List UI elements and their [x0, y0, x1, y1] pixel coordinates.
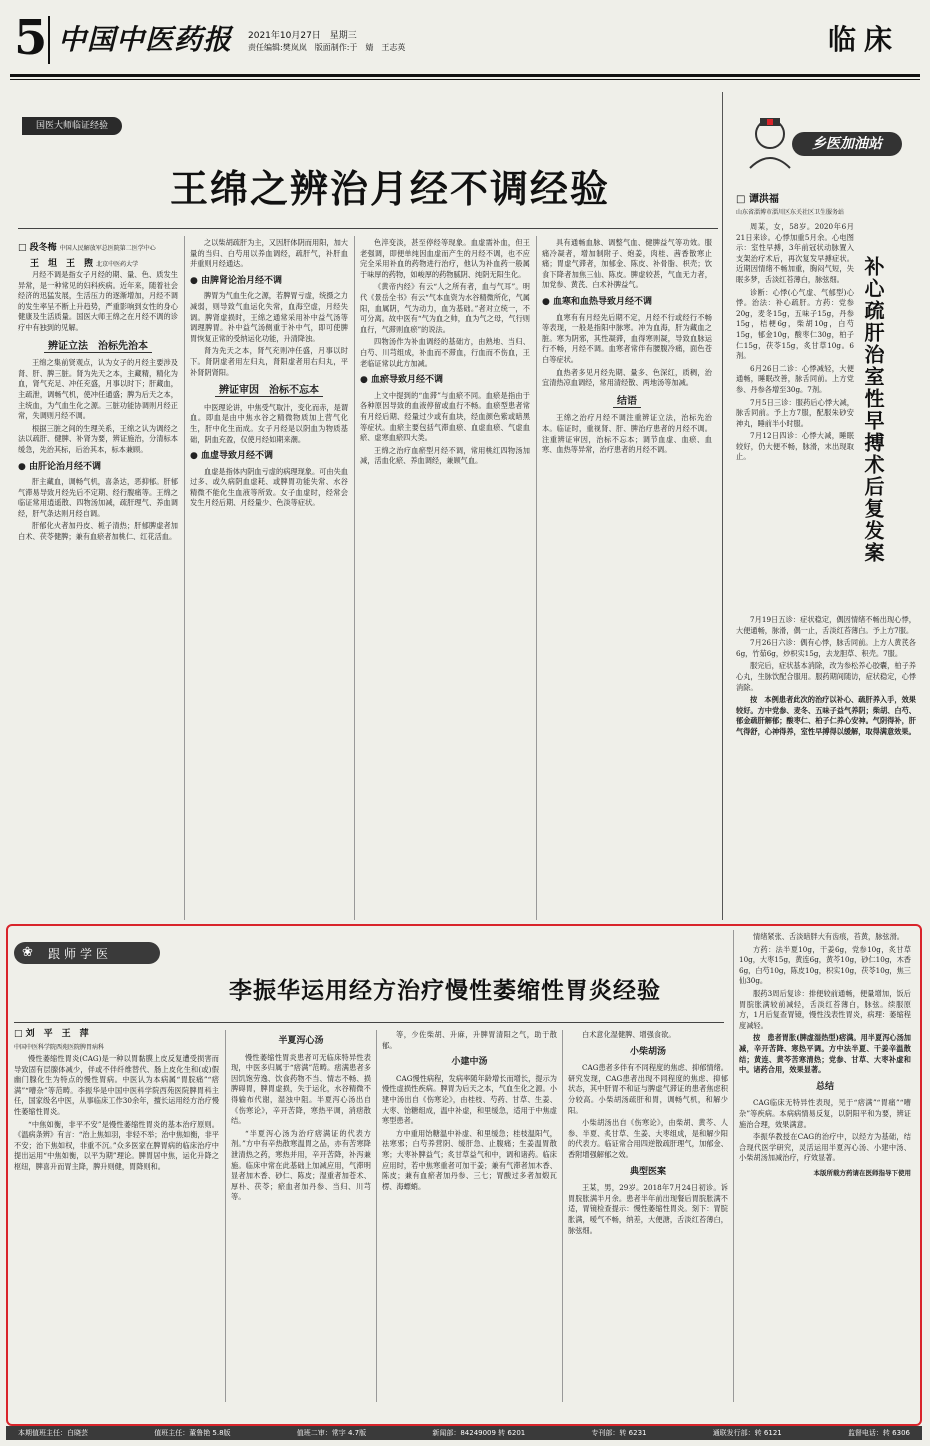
divider [184, 236, 185, 920]
a2-col5c-paragraph: 按 患者胃胀(脾虚湿热型)痞满。用半夏泻心汤加减，辛开苦降、寒热平调。方中法半夏、干姜辛温散结；黄连、黄芩苦寒清热；党参、甘草、大枣补虚和中。诸药合用，效果显著。 [739, 1033, 911, 1075]
a2-col5-paragraph: 情绪紧张、舌淡暗胖大有齿痕，苔黄，脉弦滑。 [753, 932, 904, 941]
intro-paragraph: 月经不调是指女子月经的期、量、色、质发生异常，是一种常见的妇科疾病。近年来，随着社会经济的迅猛发展，生活压力的逐渐增加，月经不调的发生率呈不断上升趋势，严重影响到女性的身心健康及生活质量。国医大师王绵之在月经不调的诊疗中有独到的见解。 [18, 270, 178, 332]
a2-heading-h2: 小建中汤 [451, 1057, 488, 1068]
article2-col1: 慢性萎缩性胃炎(CAG)是一种以胃黏膜上皮反复遭受损害而导致固有层腺体减少，伴或不伴纤维替代、肠上皮化生和(或)假幽门腺化生为特点的慢性胃病。中医认为本病属“胃脘痛”“痞满”“嘈杂”等范畴。李振华是中国中医科学院西苑医院脾胃科主任，国家级名中医，从事临床工作30余年，擅长运用经方治疗慢性萎缩性胃炎。 “中焦如衡，非平不安”是慢性萎缩性胃炎的基本治疗原则。《温病条辨》有言：“治上焦如羽，非轻不举；治中焦如衡，非平不安；治下焦如权，非重不沉。”众多医家在脾胃病的临床治疗中提出运用“中焦如衡，以平为期”理论。脾胃居中焦，运化升降之枢纽，脾喜升而胃主降，脾升则健，胃降则和。 [14, 1054, 219, 1171]
col3-paragraph: 色淬变淡，甚至停经等现象。血虚需补血，但王老强调，即便单纯因血虚而产生的月经不调，也不应完全采用补血的药物进行治疗，他认为补血药一般属于味厚的药物，如峻厚的药物腻阴、纯阴无阳生化。 [360, 238, 530, 279]
article1-col3: 色淬变淡，甚至停经等现象。血虚需补血，但王老强调，即便单纯因血虚而产生的月经不调，也不应完全采用补血的药物进行治疗，他认为补血药一般属于味厚的药物，如峻厚的药物腻阴、纯阴无阳生化。 《黄帝内经》有云“人之所有者，血与气耳”。明代《景岳全书》有云“气本血资为水谷精微所化，气属阳，血属阴，气为动力，血为基础。”者对立统一，不可分离。故中医有“气为血之帅，血为气之母，气行则血行，气滞则血瘀”的说法。 四物汤作为补血调经的基础方，由熟地、当归、白芍、川芎组成，补血而不滞血，行血而不伤血，王老临证常以此方加减。 ● 血瘀导致月经不调 上文中提到的“血滞”与血瘀不同。血瘀是指由于各种原因导致的血液停留或血行不畅。血瘀型患者常有月经后期、经量过少或有血块，经血颜色紫或暗黑等症状。血瘀主要包括气滞血瘀、血虚血瘀、气虚血瘀、虚寒血瘀四大类。 王绵之治疗血瘀型月经不调，常用桃红四物汤加减，活血化瘀、养血调经，兼顾气血。 [360, 238, 530, 466]
masthead-rule-thin [10, 79, 920, 80]
a2-col4c-paragraph: 王某，男，29岁。2018年7月24日初诊。诉胃脘胀满半月余。患者半年前出现餐后胃脘胀满不适，胃镜检查提示：慢性萎缩性胃炎。刻下：胃脘胀满，嗳气不畅，纳差，大便溏，舌淡红苔薄白，脉弦细。 [568, 1183, 728, 1235]
col2-paragraph: 之以柴胡疏肝为主，又因肝体阴而用阳，加大量的当归、白芍用以养血调经，疏肝气，补肝血并重则月经通达。 [190, 238, 348, 269]
sidebar-affiliation: 山东省淄博市淄川区东关社区卫生服务站 [736, 209, 845, 216]
article2-col3: 等，少佐柴胡、升麻，升脾胃清阳之气，助于散郁。 小建中汤 CAG慢性病程，发病率随年龄增长而增长，提示为慢性虚损性疾病。脾胃为后天之本，气血生化之源。小建中汤出自《伤寒论》，由桂枝、芍药、甘草、生姜、大枣、饴糖组成，温中补虚，和里缓急，适用于中焦虚寒型患者。 方中重用饴糖温中补虚、和里缓急；桂枝温阳气，祛寒邪；白芍养营阴、缓肝急、止腹痛；生姜温胃散寒；大枣补脾益气；炙甘草益气和中，调和诸药。临床应用时，若中焦寒重者可加干姜；兼有气滞者加木香、陈皮；兼有血瘀者加丹参、三七；胃酸过多者加煅瓦楞、海螵蛸。 [382, 1030, 557, 1191]
column-tag-2 [14, 942, 160, 964]
footer-item: 值班二审：常宇 4.7版 [296, 1429, 367, 1437]
heading-h2: ● 由肝论治月经不调 [18, 461, 101, 472]
col4-paragraph: 具有通畅血脉、调整气血、健脾益气等功效。服痛冷凝者，增加制附子、炮姜，肉桂、茜香散寒止痛；胃虚气滞者，加郁金、陈皮、补骨脂、枳壳；饮食下降者加焦三仙、陈皮。脾虚较甚，气血无力者，加党参、黄芪、白术补脾益气。 [542, 238, 712, 290]
a2-heading-h5: 总结 [815, 1081, 834, 1092]
divider [733, 930, 734, 1402]
divider [536, 236, 537, 920]
a2-col2-paragraph: 慢性萎缩性胃炎患者可无临床特异性表现，中医多归属于“痞满”范畴。痞满患者多因饥饱劳逸、饮食药物不当、情志不畅、损脾碍胃，脾胃虚损，失于运化，水谷精微不得输布代谢，湿浊中阻。半夏泻心汤出自《伤寒论》，辛开苦降，寒热平调，消痞散结。 [231, 1052, 371, 1126]
article1-title-rule [18, 228, 718, 229]
leaf-icon: ❀ [22, 945, 33, 960]
col3b-paragraph: 《黄帝内经》有云“人之所有者，血与气耳”。明代《景岳全书》有云“气本血资为水谷精微所化，气属阳，血属阴，气为动力，血为基础。”者对立统一，不可分离。故中医有“气为血之帅，血为气之母，气行则血行，气滞则血瘀”的说法。 [360, 282, 530, 334]
article2-col5: 情绪紧张、舌淡暗胖大有齿痕，苔黄，脉弦滑。 方药：法半夏10g，干姜6g，党参10g，炙甘草10g，大枣15g，黄连6g，黄芩10g，砂仁10g，木香6g，白芍10g，陈皮10g，枳实10g，茯苓10g，焦三仙30g。 服药3周后复诊：排便较前通畅，便量增加，饭后胃脘胀满较前减轻，舌淡红苔薄白，脉弦。续服原方，1月后复查胃镜，慢性浅表性胃炎，病理：萎缩程度减轻。 按 患者胃胀(脾虚湿热型)痞满。用半夏泻心汤加减，辛开苦降、寒热平调。方中法半夏、干姜辛温散结；黄连、黄芩苦寒清热；党参、甘草、大枣补虚和中。诸药合用，效果显著。 总结 CAG临床无特异性表现，见于“痞满”“胃痛”“嘈杂”等疾病。本病病情易反复，以阴阳平和为要，辨证施治合理，效果满意。 李振华教授在CAG的治疗中，以经方为基础，结合现代医学研究，灵活运用半夏泻心汤、小建中汤、小柴胡汤加减治疗，疗效显著。 本版所载方药请在医师指导下使用 [739, 932, 911, 1177]
col1b-paragraph: 肝主藏血，调畅气机，喜条达，恶抑郁。肝郁气滞易导致月经先后不定期、经行腹痛等。王绵之临证常用逍遥散、四物汤加减，疏肝理气、养血调经，肝气条达则月经自调。 [18, 477, 178, 518]
a2-col5d-paragraph: CAG临床无特异性表现，见于“痞满”“胃痛”“嘈杂”等疾病。本病病情易反复，以阴阳平和为要，辨证施治合理，效果满意。 [739, 1098, 911, 1129]
col3c-paragraph: 上文中提到的“血滞”与血瘀不同。血瘀是指由于各种原因导致的血液停留或血行不畅。血瘀型患者常有月经后期、经量过少或有血块，经血颜色紫或暗黑等症状。血瘀主要包括气滞血瘀、血虚血瘀、气虚血瘀、虚寒血瘀四大类。 [360, 390, 530, 443]
a2-col1-paragraph: 慢性萎缩性胃炎(CAG)是一种以胃黏膜上皮反复遭受损害而导致固有层腺体减少，伴或不伴纤维替代、肠上皮化生和(或)假幽门腺化生为特点的慢性胃病。中医认为本病属“胃脘痛”“痞满”“嘈杂”等范畴。李振华是中国中医科学院西苑医院脾胃科主任，国家级名中医，从事临床工作30余年，擅长运用经方治疗慢性萎缩性胃炎。 [14, 1054, 219, 1116]
sidebar-author: □ 谭洪福 山东省淄博市淄川区东关社区卫生服务站 [736, 190, 916, 216]
footer-item: 专刊部：转 6231 [591, 1429, 647, 1437]
article1-col1: 月经不调是指女子月经的期、量、色、质发生异常，是一种常见的妇科疾病。近年来，随着社会经济的迅猛发展，生活压力的逐渐增加，月经不调的发生率呈不断上升趋势，严重影响到女性的身心健康及生活质量。国医大师王绵之在月经不调的诊疗中有独到的见解。 辨证立法 治标先治本 王绵之集前贤观点，认为女子的月经主要涉及肾、肝、脾三脏。肾为先天之本，主藏精，精化为血，肾气充足、冲任充盛，月事以时下；肝藏血，主疏泄，调畅气机，使冲任通盛；脾为后天之本，主统血，为气血生化之源。三脏功能协调则月经正常，失调则月经不调。 根据三脏之间的生理关系，王绵之认为调经之法以疏肝、健脾、补肾为要，辨证施治，分清标本缓急，先治其标，后治其本，标本兼顾。 ● 由肝论治月经不调 肝主藏血，调畅气机，喜条达，恶抑郁。肝郁气滞易导致月经先后不定期、经行腹痛等。王绵之临证常用逍遥散、四物汤加减，疏肝理气、养血调经，肝气条达则月经自调。 肝郁化火者加丹皮、栀子清热；肝郁脾虚者加白术、茯苓健脾；兼有血瘀者加桃仁、红花活血。 [18, 270, 178, 542]
signature: 本版所载方药请在医师指导下使用 [813, 1168, 911, 1177]
heading-h7: ● 血寒和血热导致月经不调 [542, 296, 652, 307]
article2-title: 李振华运用经方治疗慢性萎缩性胃炎经验 [229, 977, 661, 1004]
doctor-icon [740, 110, 800, 170]
sidebar-body: 周某，女，58岁。2020年6月21日来诊。心悸加重5月余。心电图示：室性早搏，3年前冠状动脉置入支架治疗术后，再次复发早搏症状。近期因情绪不畅加重，胸闷气短，失眠多梦，舌淡红苔薄白，脉弦细。 诊断：心悸(心气虚、气郁型)心悸。治法：补心疏肝。方药：党参20g，麦冬15g，五味子15g，丹参15g，桔梗6g，柴胡10g，白芍15g，郁金10g，酸枣仁30g，柏子仁15g，茯苓15g，炙甘草10g。6剂。 6月26日二诊：心悸减轻，大便通畅，睡眠改善，脉舌同前。上方党参、丹参各增至30g。7剂。 7月5日三诊：服药后心悸大减，脉舌同前。予上方7服，配服朱砂安神丸，睡前半小时服。 7月12日四诊：心悸大减，睡眠较好，仍大便不畅，脉滑，末出现取止。 [736, 222, 854, 462]
article2-authors: 刘 平 王 萍 [25, 1029, 89, 1039]
heading-h5: ● 血虚导致月经不调 [190, 451, 273, 462]
footer-item: 监督电话：转 6306 [847, 1429, 910, 1437]
sidebar-body-lower: 7月19日五诊：症状稳定，偶因情绪不畅出现心悸，大便通畅，脉滑，偶一止，舌淡红苔薄白。予上方7服。 7月26日六诊：偶有心悸，脉舌同前。上方人黄芪各6g，竹茹6g，炒枳实15g，去龙胆草、积壳。7服。 服完后，症状基本消除，改为参松养心胶囊，柏子养心丸，生脉饮配合服用。服药期间随访，症状稳定，心悸消除。 按 本例患者此次的治疗以补心、疏肝养入手，效果较好。方中党参、麦冬、五味子益气养阴；柴胡、白芍、郁金疏肝解郁；酸枣仁、柏子仁养心安神。气阴得补，肝气得舒，心神得养，室性早搏得以缓解，取得满意效果。 [736, 615, 916, 736]
article1-byline: □ 段冬梅 中国人民解放军总医院第二医学中心 王 坦 王 煦 北京中医药大学 [18, 243, 156, 269]
col2c-paragraph: 中医理论讲，中焦受气取汁，变化而赤，是谓血。即血是由中焦水谷之精微物质加上营气化生，肝中化生而成。女子月经是以阴血为物质基础，阴血充盈，仅使月经如期来潮。 [190, 402, 348, 444]
a2-heading-h4: 典型医案 [629, 1166, 666, 1177]
page-number-rule [48, 16, 50, 64]
masthead [8, 10, 922, 70]
article2-col2: 半夏泻心汤 慢性萎缩性胃炎患者可无临床特异性表现，中医多归属于“痞满”范畴。痞满患者多因饥饱劳逸、饮食药物不当、情志不畅、损脾碍胃，脾胃虚损，失于运化，水谷精微不得输布代谢，湿浊中阻。半夏泻心汤出自《伤寒论》，辛开苦降，寒热平调，消痞散结。 “半夏泻心汤为治疗痞满证的代表方剂。”方中有辛热散寒温胃之品，亦有苦寒降泄清热之药，寒热并用，辛开苦降，补泻兼施。临床中常在此基础上加减应用，气滞明显者加木香、砂仁、陈皮；湿重者加苍术、厚朴、茯苓；瘀血者加丹参、当归、川芎等。 [231, 1036, 371, 1202]
author-2: 王 坦 王 煦 [30, 259, 94, 269]
heading-h6: ● 血瘀导致月经不调 [360, 375, 443, 386]
article1-title: 王绵之辨治月经不调经验 [169, 167, 610, 211]
footer-item: 值班主任：董鲁艳 5.8版 [154, 1429, 231, 1437]
footer-item: 本期值班主任：白晓芸 [18, 1429, 88, 1437]
page-number: 5 [14, 10, 48, 66]
paper-name: 中国中医药报 [58, 23, 233, 56]
column-tag-1-text: 国医大师临证经验 [35, 121, 108, 131]
article2-title-rule [14, 1022, 724, 1023]
editors-line: 责任编辑:樊岚岚 版面制作:于 婧 王志英 [248, 43, 406, 52]
sidebar-vertical-title: 补心疏肝治室性早搏术后复发案 [861, 256, 885, 564]
section-title: 临床 [827, 23, 900, 56]
col2b-paragraph: 脾胃为气血生化之源，若脾胃亏虚，统摄之力减弱，则导致气血运化失常，血海空虚，月经失调。脾肾虚损时，王绵之通常采用补中益气汤等调理脾胃。补中益气汤侧重于补中气，即可使脾胃恢复正常的受纳运化功能，升清降浊。 [190, 291, 348, 343]
a2-col4-paragraph: 白术意化湿健脾、增强食欲。 [582, 1030, 676, 1039]
article2-byline: □ 刘 平 王 萍 中国中医科学院西苑医院脾胃病科 [14, 1026, 219, 1051]
divider [354, 236, 355, 920]
a2-heading-h3: 小柴胡汤 [629, 1046, 666, 1057]
column-tag-1 [22, 117, 122, 135]
heading-h3: ● 由脾肾论治月经不调 [190, 275, 282, 286]
sidebar-body-paragraph: 周某，女，58岁。2020年6月21日来诊。心悸加重5月余。心电图示：室性早搏，3年前冠状动脉置入支架治疗术后，再次复发早搏症状。近期因情绪不畅加重，胸闷气短，失眠多梦，舌淡红苔薄白，脉弦细。 [736, 222, 854, 284]
a2-col5b-paragraph: 方药：法半夏10g，干姜6g，党参10g，炙甘草10g，大枣15g，黄连6g，黄芩10g，砂仁10g，木香6g，白芍10g，陈皮10g，枳实10g，茯苓10g，焦三仙30g。 [739, 944, 911, 986]
a2-col3-paragraph: 等，少佐柴胡、升麻，升脾胃清阳之气，助于散郁。 [382, 1030, 557, 1050]
divider [376, 1030, 377, 1402]
sidebar-divider [722, 92, 723, 920]
sidebar-logo-text: 乡医加油站 [792, 132, 902, 156]
footer-item: 新闻部：84249009 转 6201 [432, 1429, 526, 1437]
date-line: 2021年10月27日 星期三 [248, 31, 357, 41]
divider [562, 1030, 563, 1402]
heading-h8: 结语 [542, 397, 712, 408]
article1-col2: 之以柴胡疏肝为主，又因肝体阴而用阳，加大量的当归、白芍用以养血调经，疏肝气，补肝血并重则月经通达。 ● 由脾肾论治月经不调 脾胃为气血生化之源，若脾胃亏虚，统摄之力减弱，则导致气血运化失常，血海空虚，月经失调。脾肾虚损时，王绵之通常采用补中益气汤等调理脾胃。补中益气汤侧重于补中气，即可使脾胃恢复正常的受纳运化功能，升清降浊。 肾为先天之本，肾气充则冲任盛，月事以时下。肾阴虚者用左归丸，肾阳虚者用右归丸，平补肾阴肾阳。 辨证审因 治标不忘本 中医理论讲，中焦受气取汁，变化而赤，是谓血。即血是由中焦水谷之精微物质加上营气化生，肝中化生而成。女子月经是以阴血为物质基础，阴血充盈，仅使月经如期来潮。 ● 血虚导致月经不调 血虚是指体内阴血亏虚的病理现象。可由失血过多、或久病阴血虚耗、或脾胃功能失常、水谷精微不能化生血液等所致。女子血虚时，经常会发生月经后期、月经量少、色淡等症状。 [190, 238, 348, 508]
footer-bar [6, 1426, 922, 1440]
column-tag-2-text: 跟师学医 [48, 947, 113, 961]
sidebar-note: 按 本例患者此次的治疗以补心、疏肝养入手，效果较好。方中党参、麦冬、五味子益气养阴；柴胡、白芍、郁金疏肝解郁；酸枣仁、柏子仁养心安神。气阴得补，肝气得舒，心神得养，室性早搏得以缓解，取得满意效果。 [736, 695, 916, 736]
sidebar-logo [740, 110, 910, 172]
a2-col4b-paragraph: CAG患者多伴有不同程度的焦虑、抑郁情绪。研究发现，CAG患者出现不同程度的焦虑、抑郁状态，其中肝胃不和证与脾虚气滞证的患者焦虑积分较高。小柴胡汤疏肝和胃，调畅气机，和解少阳。 [568, 1063, 728, 1115]
affiliation-2: 北京中医药大学 [96, 261, 139, 268]
col4c-paragraph: 王绵之治疗月经不调注重辨证立法，治标先治本。临证时，重视肾、肝、脾治疗患者的月经不调。注重辨证审因，治标不忘本；调节血虚、血瘀、血寒、血热等异常，治疗患者的月经不调。 [542, 413, 712, 455]
col1-paragraph: 王绵之集前贤观点，认为女子的月经主要涉及肾、肝、脾三脏。肾为先天之本，主藏精，精化为血，肾气充足、冲任充盛，月事以时下；肝藏血，主疏泄，调畅气机，使冲任通盛；脾为后天之本，主统血，为气血生化之源。三脏功能协调则月经正常，失调则月经不调。 [18, 358, 178, 421]
article2-affiliation: 中国中医科学院西苑医院脾胃病科 [14, 1044, 105, 1051]
footer-item: 通联发行部：转 6121 [712, 1429, 782, 1437]
heading-h1: 辨证立法 治标先治本 [18, 342, 178, 353]
col4b-paragraph: 血寒有有月经先后期不定，月经不行或经行不畅等表现，一般是指阳中脉寒。冲为血海，肝为藏血之脏。寒为阴邪，其性凝滞，血得寒则凝，导致血脉运行不畅，月经不调。血寒者常伴有腰腹冷痛，面色苍白等症状。 [542, 312, 712, 364]
author-1: 段冬梅 [29, 243, 57, 253]
masthead-rule [10, 74, 920, 77]
heading-h4: 辨证审因 治标不忘本 [190, 386, 348, 397]
a2-col3b-paragraph: CAG慢性病程，发病率随年龄增长而增长，提示为慢性虚损性疾病。脾胃为后天之本，气血生化之源。小建中汤出自《伤寒论》，由桂枝、芍药、甘草、生姜、大枣、饴糖组成，温中补虚，和里缓急，适用于中焦虚寒型患者。 [382, 1073, 557, 1126]
affiliation-1: 中国人民解放军总医院第二医学中心 [59, 245, 156, 252]
a2-heading-h1: 半夏泻心汤 [278, 1036, 324, 1046]
divider [225, 1030, 226, 1402]
article2-col4: 白术意化湿健脾、增强食欲。 小柴胡汤 CAG患者多伴有不同程度的焦虑、抑郁情绪。研究发现，CAG患者出现不同程度的焦虑、抑郁状态，其中肝胃不和证与脾虚气滞证的患者焦虑积分较高。小柴胡汤疏肝和胃，调畅气机，和解少阳。 小柴胡汤出自《伤寒论》，由柴胡、黄芩、人参、半夏、炙甘草、生姜、大枣组成，是和解少阳的代表方。临证常合用四逆散疏肝理气，加郁金、香附增强解郁之效。 典型医案 王某，男，29岁。2018年7月24日初诊。诉胃脘胀满半月余。患者半年前出现餐后胃脘胀满不适，胃镜检查提示：慢性萎缩性胃炎。刻下：胃脘胀满，嗳气不畅，纳差，大便溏，舌淡红苔薄白，脉弦细。 [568, 1030, 728, 1235]
article1-col4: 具有通畅血脉、调整气血、健脾益气等功效。服痛冷凝者，增加制附子、炮姜，肉桂、茜香散寒止痛；胃虚气滞者，加郁金、陈皮、补骨脂、枳壳；饮食下降者加焦三仙、陈皮。脾虚较甚，气血无力者，加党参、黄芪、白术补脾益气。 ● 血寒和血热导致月经不调 血寒有有月经先后期不定，月经不行或经行不畅等表现，一般是指阳中脉寒。冲为血海，肝为藏血之脏。寒为阴邪，其性凝滞，血得寒则凝，导致血脉运行不畅，月经不调。血寒者常伴有腰腹冷痛，面色苍白等症状。 血热者多见月经先期、量多、色深红，质稠，治宜清热凉血调经，常用清经散、两地汤等加减。 结语 王绵之治疗月经不调注重辨证立法，治标先治本。临证时，重视肾、肝、脾治疗患者的月经不调。注重辨证审因，治标不忘本；调节血虚、血瘀、血寒、血热等异常，治疗患者的月经不调。 [542, 238, 712, 455]
col2d-paragraph: 血虚是指体内阴血亏虚的病理现象。可由失血过多、或久病阴血虚耗、或脾胃功能失常、水谷精微不能化生血液等所致。女子血虚时，经常会发生月经后期、月经量少、色淡等症状。 [190, 466, 348, 508]
